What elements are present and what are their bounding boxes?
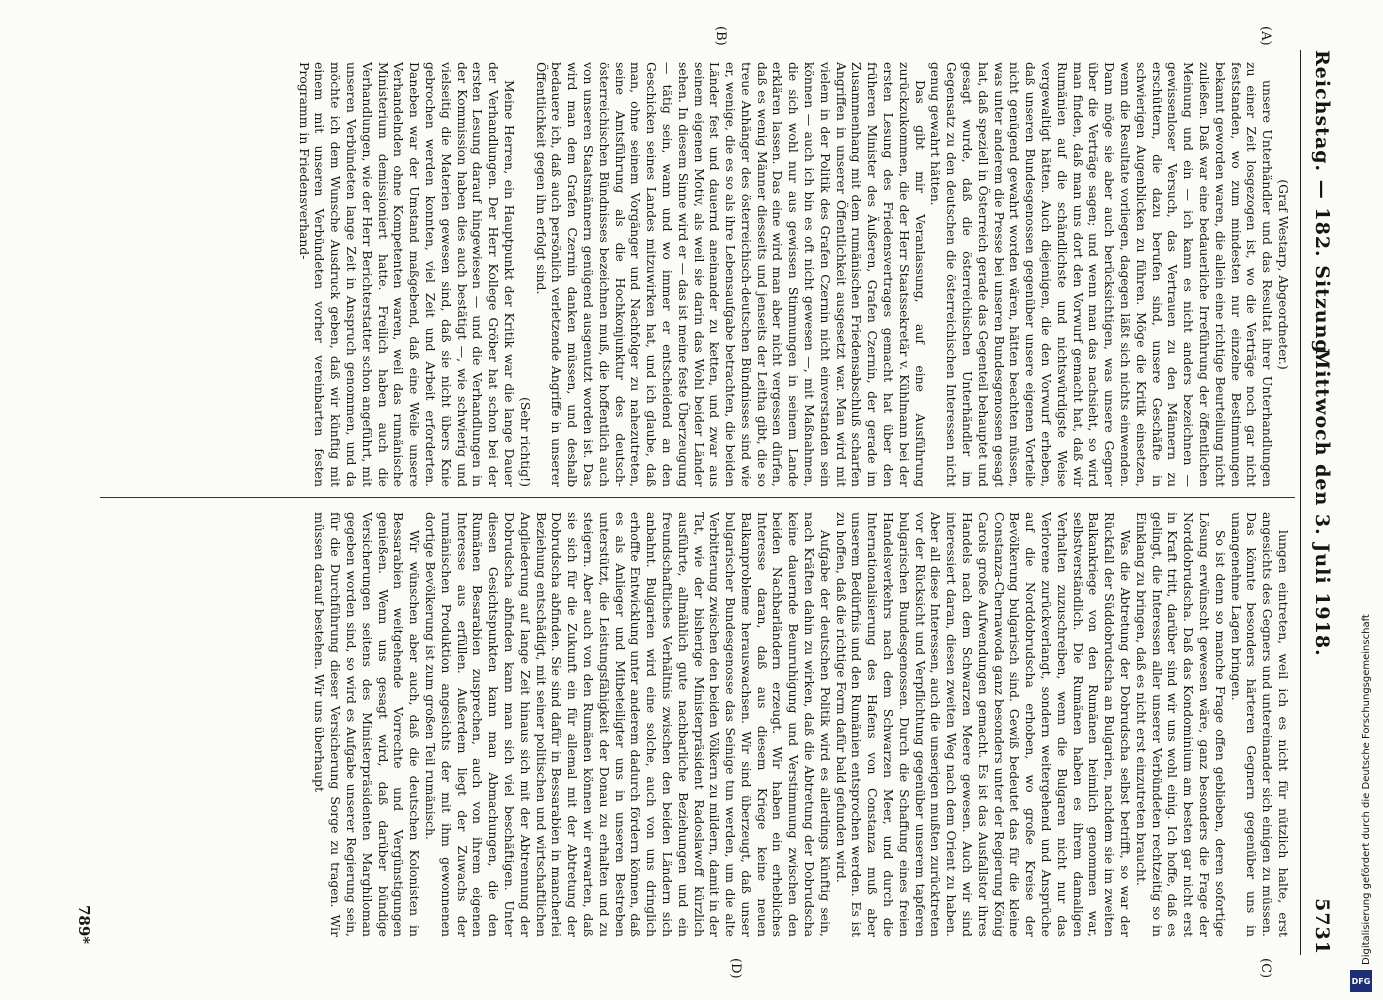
left-column-paragraph: (Graf Westarp, Abgeordneter.) xyxy=(1276,179,1291,370)
credit-text: Digitalisierung gefördert durch die Deutsche Forschungsgemeinschaft xyxy=(1361,614,1372,965)
dfg-logo-icon xyxy=(1350,970,1372,992)
right-column xyxy=(106,512,1291,937)
right-column-paragraph: Wir wünschen aber auch, daß die deutschen Kolonisten in Bessarabien weitgehende Vorrechte und Vergünstigungen genießen. Wenn uns gesagt wird, daß darüber bündige Versicherungen seitens des Ministerpräsidenten Marghiloman gegeben worden sind, so wird es Aufgabe unserer Regierung sein, für die Durchführung dieser Versicherung Sorge zu tragen. Wir müssen darauf bestehen. Wir uns überhaupt xyxy=(312,512,423,937)
header-left: Reichstag. — 182. Sitzung. xyxy=(1311,50,1333,362)
dfg-logo-text: DFG xyxy=(1351,976,1371,986)
margin-mark-a: (A) xyxy=(1258,26,1273,46)
right-column-paragraph: So ist denn so manche Frage offen geblieben, deren sofortige Lösung erwünscht gewesen wäre, ganz besonders die Frage der Norddobrudscha. Daß das Kondominium am besten gar nicht erst in Kraft tritt, darüber sind wir uns wohl einig. Ich hoffe, daß es gelingt, die Interessen aller unserer Verbündeten rechtzeitig so in Einklang zu bringen, daß es nicht erst einzutreten braucht. xyxy=(1133,512,1228,937)
right-column-paragraph: Was die Abtretung der Dobrudscha selbst betrifft, so war der Rückfall der Süddobrudscha an Bulgarien, nachdem sie im zweiten Balkankriege von den Rumänen heimlich genommen war, selbstverständlich. Die Rumänen haben es ihrem damaligen Verhalten zuzuschreiben, wenn die Bulgaren nicht nur das Verlorene zurückverlangt, sondern weitergehend und Ansprüche auf die Norddobrudscha erhoben, wo große Kreise der Bevölkerung bulgarisch sind. Gewiß bedeutet das für die kleine Constanza-Chernawoda ganz besonders unter der Regierung König Carols große Aufwendungen gemacht. Es ist das Ausfallstor ihres Handels nach dem Schwarzen Meere gewesen. Auch wir sind interessiert daran, diesen zweiten Weg nach dem Orient zu haben. Aber all diese Interessen, auch die unserigen mußten zurücktreten vor der Rücksicht und Verpflichtung gegenüber unserem tapferen bulgarischen Bundesgenossen. Durch die Schaffung eines freien Handelsverkehrs nach dem Schwarzen Meer, und durch die Internationalisierung des Hafens von Constanza muß aber unserem Bedürfnis und den Rumänien entsprochen werden. Es ist zu hoffen, daß die richtige Form dafür bald gefunden wird. xyxy=(833,512,1134,937)
left-column-paragraph: unsere Unterhändler und das Resultat ihrer Unterhandlungen zu einer Zeit losgezogen ist, wo die Verträge noch gar nicht feststanden, wo zum mindesten nur einzelne Bestimmungen bekannt geworden waren, die allein eine richtige Beurteilung nicht zuließen. Daß war eine bedauerliche Irreführung der öffentlichen Meinung und ein — ich kann es nicht anders bezeichnen — gewissenloser Versuch, das Vertrauen zu den Männern zu erschüttern, die dazu berufen sind, unsere Geschäfte in schwierigen Augenblicken zu führen. Möge die Kritik einsetzen, wenn die Resultate vorliegen, dagegen läßt sich nichts einwenden. Dann möge sie aber auch berücksichtigen, was unsere Gegner über die Verträge sagen; und wenn man das nachsieht, so wird man finden, daß man uns dort den Vorwurf gemacht hat, daß wir Rumänien auf die schändlichste und nichtswürdigste Weise vergewaltigt hätten. Auch diejenigen, die den Vorwurf erheben, daß unseren Bundesgenossen gegenüber unsere eigenen Vorteile nicht genügend gewahrt worden wären, hätten beachten müssen, was unter anderem die Presse bei unseren Bundesgenossen gesagt hat, daß speziell in Österreich gerade das Gegenteil behauptet und gesagt wurde, daß die österreichischen Unterhändler im Gegensatz zu den deutschen die österreichischen Interessen nicht genug gewahrt hätten. xyxy=(928,62,1276,487)
left-column-paragraph: (Sehr richtig!) xyxy=(517,397,533,487)
left-column-paragraph: Das gibt mir Veranlassung, auf eine Ausführung zurückzukommen, die der Herr Staatssekretär v. Kühlmann bei der ersten Lesung des Friedensvertrages gemacht hat über den früheren Minister des Äußeren, Grafen Czernin, der gerade im Zusammenhang mit dem rumänischen Friedensabschluß scharfen Angriffen in unserer Öffentlichkeit ausgesetzt war. Man wird mit vielem in der Politik des Grafen Czernin nicht einverstanden sein können — auch ich bin es oft nicht gewesen —, mit Maßnahmen, die sich wohl nur aus gewissen Stimmungen in seinem Lande erklären lassen. Das eine wird man aber nicht vergessen dürfen, daß es wenig Männer diesseits und jenseits der Leitha gibt, die so treue Anhänger des österreichisch-deutschen Bündnisses sind wie er, wenige, die es so als ihre Lebensaufgabe betrachten, die beiden Länder fest und dauernd aneinander zu ketten, und zwar aus seinem eigenen Motiv, als weil sie darin das Wohl beider Länder sehen. In diesem Sinne wird er — das ist meine feste Überzeugung — tätig sein, wann und wo immer er entscheidend an den Geschicken seines Landes mitzuwirken hat, und ich glaube, daß man, ohne seinem Vorgänger und Nachfolger zu nahezutreten, seine Amtsführung als die Hochkonjunktur des deutsch-österreichischen Bündnisses bezeichnen muß, die hoffentlich auch von unseren Staatsmännern genügend ausgenutzt worden ist. Das wird man dem Grafen Czernin danken müssen, und deshalb bedauere ich, daß auch persönlich verletzende Angriffe in unserer Öffentlichkeit gegen ihn erfolgt sind. xyxy=(533,62,928,487)
margin-mark-c: (C) xyxy=(1258,958,1273,979)
sheet-number: 789* xyxy=(75,905,93,945)
right-column-paragraph: Aufgabe der deutschen Politik wird es allerdings künftig sein, nach Kräften dahin zu wirken, daß die Abtretung der Dobrudscha keine dauernde Beunruhigung und Verstimmung zwischen den beiden Nachbarländern erzeugt. Wir haben ein erhebliches Interesse daran, daß aus diesem Kriege keine neuen Balkanprobleme herauswachsen. Wir sind überzeugt, daß unser bulgarischer Bundesgenosse das Seinige tun werden, um die alte Verbitterung zwischen den beiden Völkern zu mildern, damit in der Tat, wie der bisherige Ministerpräsident Radoslawoff kürzlich ausführte, allmählich gute nachbarliche Beziehungen und ein freundschaftliches Verhältnis zwischen den beiden Ländern sich anbahnt. Bulgarien wird eine solche, auch von uns dringlich erhoffte Entwicklung unter anderem dadurch fördern können, daß es als Anlieger und Mitbeteiligter uns in unseren Bestreben unterstützt, die Leistungsfähigkeit der Donau zu erhalten und zu steigern. Aber auch von den Rumänen können wir erwarten, daß sie sich für die Zukunft ein für allemal mit der Abtretung der Dobrudscha abfinden. Sie sind dafür in Bessarabien in mancherlei Beziehung entschädigt, mit seiner politischen und wirtschaftlichen Angliederung auf lange Zeit hinaus sich mit der Abtrennung der Dobrudscha abfinden kann man sich viel beschäftigen. Unter diesen Gesichtspunkten kann man Abmachungen, die den Rumänen Besarabien zusprechen, auch von ihrem eigenen Interesse aus erfüllen. Außerdem liegt der Zuwachs der rumänischen Produktion angesichts der mit ihm gewonnenen dortige Bevölkerung ist zum großen Teil rumänisch. xyxy=(422,512,833,937)
column-divider xyxy=(100,497,1295,498)
margin-mark-b: (B) xyxy=(713,26,728,46)
left-column-paragraph: Meine Herren, ein Hauptpunkt der Kritik war die lange Dauer der Verhandlungen. Der Herr Kollege Gröber hat schon bei der ersten Lesung darauf hingewiesen — und die Verhandlungen in der Kommission haben dies auch bestätigt —, wie schwierig und vielseitig die Materien gewesen sind, daß sie nicht übers Knie gebrochen werden konnten, viel Zeit und Arbeit erforderten. Daneben war der Umstand maßgebend, daß eine Weile unsere Verhandelnden ohne Kompetenten waren, weil das rumänische Ministerium demissioniert hatte. Freilich haben auch die Verhandlungen, wie der Herr Berichterstatter schon angeführt, mit unseren Verbündeten lange Zeit in Anspruch genommen, und da möchte ich dem Wunsche Ausdruck geben, daß wir künftig mit einem mit unseren Verbündeten vorher vereinbarten festen Programm in Friedensverhand- xyxy=(296,62,517,487)
page-header xyxy=(1300,50,1341,955)
left-column xyxy=(106,62,1291,487)
header-date: Mittwoch den 3. Juli 1918. xyxy=(1311,348,1333,657)
header-page-number: 5731 xyxy=(1311,898,1333,955)
margin-mark-d: (D) xyxy=(728,958,743,979)
credit-strip xyxy=(1346,0,1376,1000)
right-column-paragraph: lungen eintreten, weil ich es nicht für nützlich halte, erst angesichts des Gegners und untereinander sich einigen zu müssen. Das könnte besonders härteren Gegnern gegenüber uns in unangenehme Lagen bringen. xyxy=(1228,512,1291,937)
